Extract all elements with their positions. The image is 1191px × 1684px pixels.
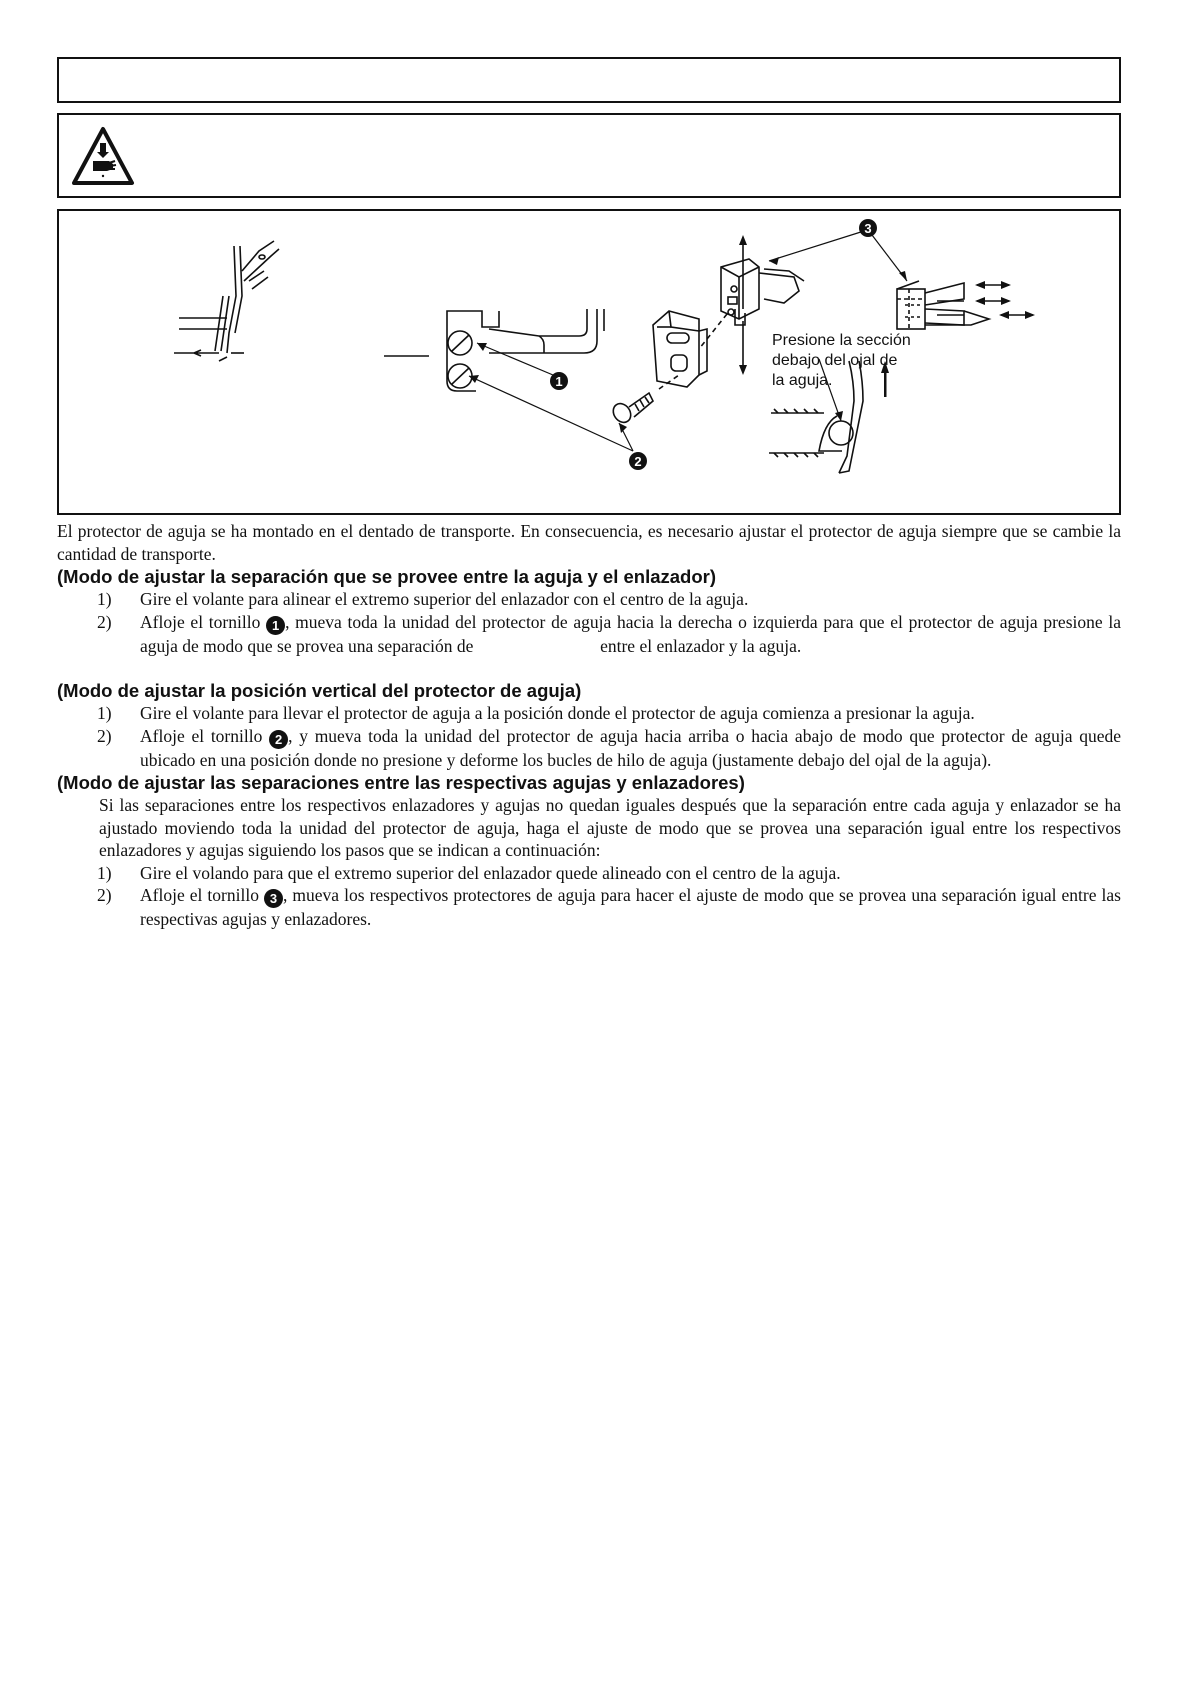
callout-text-line1: Presione la sección [772, 332, 911, 349]
step-number: 2) [97, 885, 112, 905]
svg-text:1: 1 [555, 374, 563, 389]
step-text: Gire el volante para llevar el protector de aguja a la posición donde el protector de aguja comienza a presionar la aguja. [140, 703, 975, 723]
callout-marker-2 [629, 452, 647, 470]
step-number: 1) [97, 589, 112, 609]
callout-marker-1 [550, 372, 568, 390]
callout-text-line2: debajo del ojal de [772, 352, 898, 369]
step-number: 1) [97, 703, 112, 723]
warning-box [57, 113, 1121, 198]
screw-2-marker: 2 [269, 730, 288, 749]
hand-crush-warning-icon [71, 125, 135, 187]
section3-step1 [57, 862, 1121, 885]
step-number: 2) [97, 725, 112, 746]
needle-guard-diagram [59, 211, 1119, 513]
section2-step1 [57, 702, 1121, 725]
section1-step2 [57, 611, 1121, 658]
section3-heading: (Modo de ajustar las separaciones entre las respectivas agujas y enlazadores) [57, 772, 745, 793]
step-text-start: Afloje el tornillo [140, 725, 263, 746]
needle-guard-piece [653, 311, 707, 387]
screw-1-marker: 1 [266, 616, 285, 635]
step-text-start: Afloje el tornillo [140, 611, 261, 632]
step-text-middle: , mueva toda la unidad del protector de aguja hacia la derecha o izquierda para que el protector de aguja presione la aguja de modo que se provea una separación de [140, 611, 1121, 656]
looper-unit [897, 281, 989, 329]
svg-text:3: 3 [864, 221, 872, 236]
callout-marker-3 [859, 219, 877, 237]
section1-step1 [57, 588, 1121, 611]
section-title-box [57, 57, 1121, 103]
needle-clearance-detail [174, 241, 279, 361]
screw-3-marker: 3 [264, 889, 283, 908]
screw-2-part [610, 375, 679, 426]
step-text: Gire el volante para alinear el extremo superior del enlazador con el centro de la aguja. [140, 589, 749, 609]
callout-text-line3: la aguja. [772, 372, 833, 389]
section3-paragraph: Si las separaciones entre los respectivos enlazadores y agujas no quedan iguales después que la separación entre cada aguja y enlazador se ha ajustado moviendo toda la unidad del protector de aguja, haga el ajuste de modo que se provea una separación igual entre los respectivos enlazadores y agujas siguiendo los pasos que se indican a continuación: [99, 795, 1121, 860]
section2-heading: (Modo de ajustar la posición vertical del protector de aguja) [57, 680, 582, 701]
step-text-end: entre el enlazador y la aguja. [600, 635, 802, 656]
intro-paragraph: El protector de aguja se ha montado en el dentado de transporte. En consecuencia, es necesario ajustar el protector de aguja siempre que se cambie la cantidad de transporte. [57, 521, 1121, 564]
step-text-start: Afloje el tornillo [140, 885, 259, 905]
step-number: 1) [97, 862, 112, 883]
step-text: Gire el volando para que el extremo superior del enlazador quede alineado con el centro de la aguja. [140, 862, 841, 883]
step-text-end: , mueva los respectivos protectores de aguja para hacer el ajuste de modo que se provea una separación igual entre las respectivas agujas y enlazadores. [140, 885, 1121, 929]
step-text-end: , y mueva toda la unidad del protector de aguja hacia arriba o hacia abajo de modo que protector de aguja quede ubicado en una posición donde no presione y deforme los bucles de hilo de aguja (justamente debajo del ojal de la aguja). [140, 725, 1122, 770]
figure-box [57, 209, 1121, 515]
section1-heading: (Modo de ajustar la separación que se provee entre la aguja y el enlazador) [57, 566, 717, 587]
instructions [57, 520, 1121, 931]
step-number: 2) [97, 611, 112, 632]
section2-step2 [57, 725, 1121, 772]
svg-text:2: 2 [634, 454, 642, 469]
section3-step2 [57, 884, 1121, 931]
